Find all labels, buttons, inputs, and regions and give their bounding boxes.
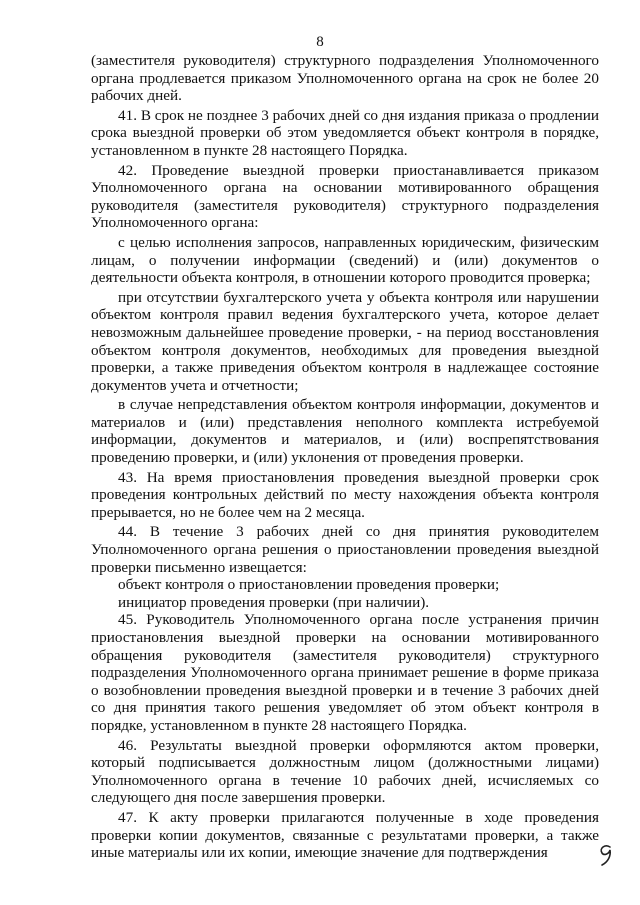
document-body — [91, 52, 599, 862]
handwritten-page-mark — [595, 842, 617, 868]
paragraph-45: 45. Руководитель Уполномоченного органа после устранения причин приостановления выездной проверки на основании мотивированного обращения руководителя (заместителя руководителя) структурного подразделения Уполномоченного органа принимает решение в форме приказа о возобновлении проведения выездной проверки и в течение 3 рабочих дней со дня принятия такого решения уведомляет об этом объект контроля в порядке, установленном в пункте 28 настоящего Порядка. — [91, 611, 599, 734]
paragraph-44-item-object: объект контроля о приостановлении проведения проверки; — [118, 576, 500, 594]
paragraph-42-item-accounting: при отсутствии бухгалтерского учета у объекта контроля или нарушении объектом контроля правил ведения бухгалтерского учета, которое делает невозможным дальнейшее проведение проверки, - на период восстановления объектом контроля документов, необходимых для проведения выездной проверки, а также приведения объектом контроля в надлежащее состояние документов учета и отчетности; — [91, 288, 599, 394]
paragraph-44-item-initiator: инициатор проведения проверки (при наличии). — [118, 593, 430, 611]
paragraph-47: 47. К акту проверки прилагаются полученные в ходе проведения проверки копии документов, связанные с результатами проверки, а также иные материалы или их копии, имеющие значение для подтверждения — [91, 808, 599, 862]
page-number: 8 — [316, 34, 324, 50]
paragraph-41: 41. В срок не позднее 3 рабочих дней со дня издания приказа о продлении срока выездной проверки об этом уведомляется объект контроля в порядке, установленном в пункте 28 настоящего Порядка. — [91, 106, 599, 159]
paragraph-43: 43. На время приостановления проведения выездной проверки срок проведения контрольных действий по месту нахождения объекта контроля прерывается, но не более чем на 2 месяца. — [91, 468, 599, 521]
paragraph-46: 46. Результаты выездной проверки оформляются актом проверки, который подписывается должностным лицом (должностными лицами) Уполномоченного органа в течение 10 рабочих дней, исчисляемых со следующего дня после завершения проверки. — [91, 736, 599, 807]
paragraph-continuation: (заместителя руководителя) структурного подразделения Уполномоченного органа продлевается приказом Уполномоченного органа на срок не более 20 рабочих дней. — [91, 52, 599, 105]
paragraph-44: 44. В течение 3 рабочих дней со дня принятия руководителем Уполномоченного органа решения о приостановлении проведения выездной проверки письменно извещается: — [91, 523, 599, 576]
paragraph-42-item-requests: с целью исполнения запросов, направленных юридическим, физическим лицам, о получении информации (сведений) и (или) документов о деятельности объекта контроля, в отношении которого проводится проверка; — [91, 233, 599, 287]
paragraph-42-item-nonprovision: в случае непредставления объектом контроля информации, документов и материалов и (или) представления неполного комплекта истребуемой информации, документов и материалов, и (или) воспрепятствования проведению проверки, и (или) уклонения от проведения проверки. — [91, 396, 599, 467]
paragraph-42: 42. Проведение выездной проверки приостанавливается приказом Уполномоченного органа на основании мотивированного обращения руководителя (заместителя руководителя) структурного подразделения Уполномоченного органа: — [91, 161, 599, 232]
